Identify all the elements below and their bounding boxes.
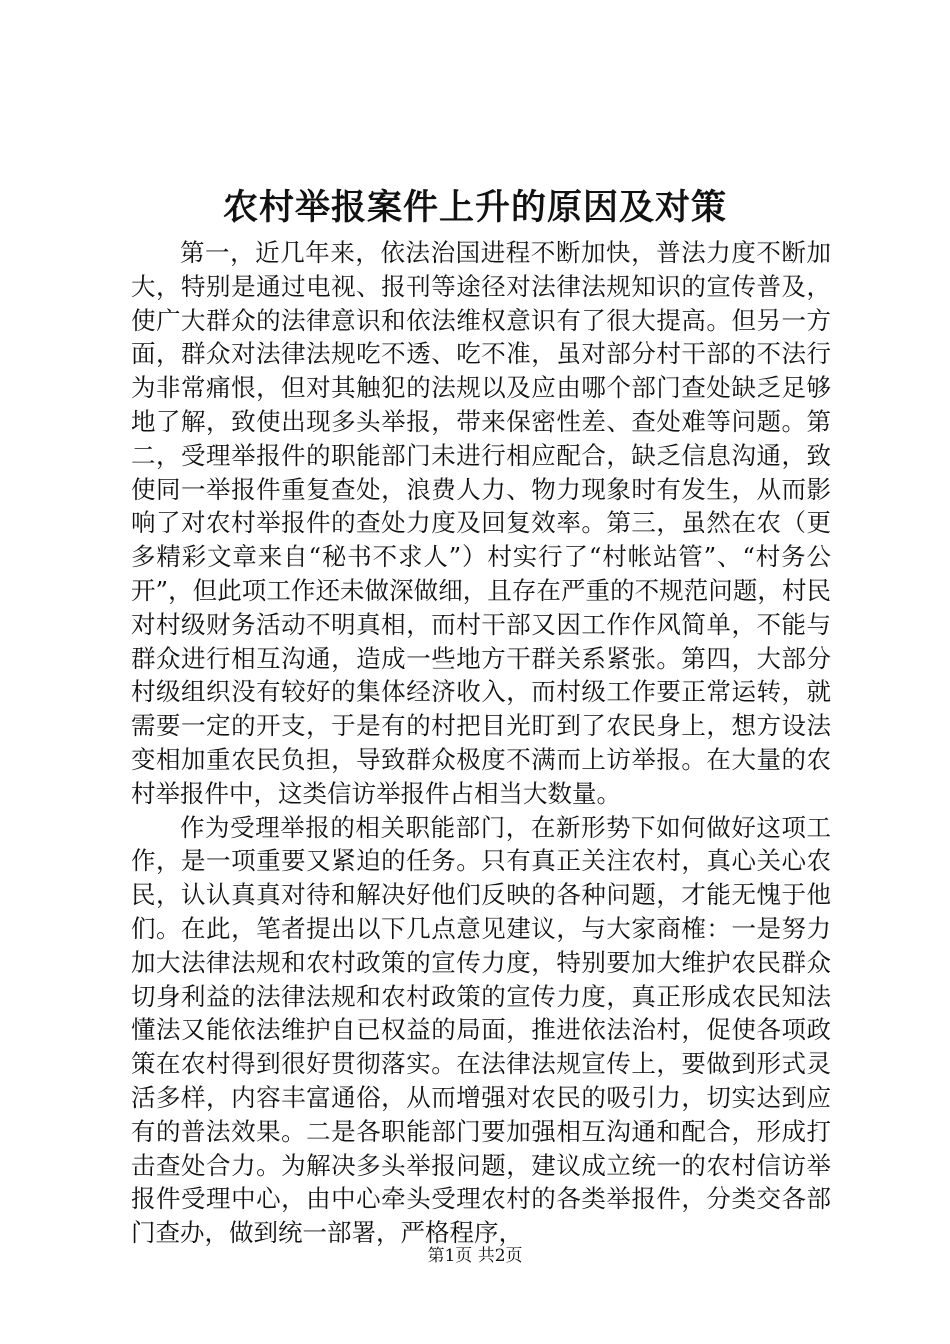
page-number-footer: 第1页 共2页 xyxy=(427,1246,523,1266)
paragraph-2: 作为受理举报的相关职能部门，在新形势下如何做好这项工作，是一项重要又紧迫的任务。只有真正关注农村，真心关心农民，认认真真对待和解决好他们反映的各种问题，才能无愧于他们。在此，笔者提出以下几点意见建议，与大家商榷：一是努力加大法律法规和农村政策的宣传力度，特别要加大维护农民群众切身利益的法律法规和农村政策的宣传力度，真正形成农民知法懂法又能依法维护自已权益的局面，推进依法治村，促使各项政策在农村得到很好贯彻落实。在法律法规宣传上，要做到形式灵活多样，内容丰富通俗，从而增强对农民的吸引力，切实达到应有的普法效果。二是各职能部门要加强相互沟通和配合，形成打击查处合力。为解决多头举报问题，建议成立统一的农村信访举报件受理中心，由中心牵头受理农村的各类举报件，分类交各部门查办，做到统一部署，严格程序， xyxy=(131,812,831,1248)
document-body xyxy=(131,236,831,1250)
document-title: 农村举报案件上升的原因及对策 xyxy=(222,187,727,228)
paragraph-1: 第一，近几年来，依法治国进程不断加快，普法力度不断加大，特别是通过电视、报刊等途径对法律法规知识的宣传普及，使广大群众的法律意识和依法维权意识有了很大提高。但另一方面，群众对法律法规吃不透、吃不准，虽对部分村干部的不法行为非常痛恨，但对其触犯的法规以及应由哪个部门查处缺乏足够地了解，致使出现多头举报，带来保密性差、查处难等问题。第二，受理举报件的职能部门未进行相应配合，缺乏信息沟通，致使同一举报件重复查处，浪费人力、物力现象时有发生，从而影响了对农村举报件的查处力度及回复效率。第三，虽然在农（更多精彩文章来自“秘书不求人”）村实行了“村帐站管”、“村务公开”，但此项工作还未做深做细，且存在严重的不规范问题，村民对村级财务活动不明真相，而村干部又因工作作风简单，不能与群众进行相互沟通，造成一些地方干群关系紧张。第四，大部分村级组织没有较好的集体经济收入，而村级工作要正常运转，就需要一定的开支，于是有的村把目光盯到了农民身上，想方设法变相加重农民负担，导致群众极度不满而上访举报。在大量的农村举报件中，这类信访举报件占相当大数量。 xyxy=(131,238,831,808)
